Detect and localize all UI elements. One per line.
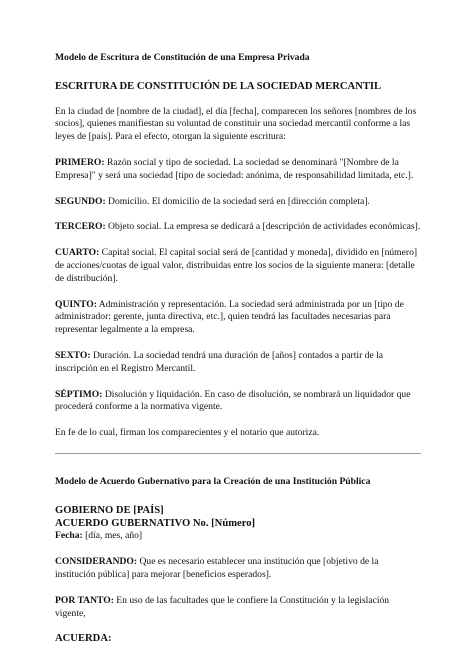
por-tanto-label: POR TANTO: (55, 594, 114, 606)
clause-sexto (55, 350, 421, 376)
government-header-block (55, 505, 421, 543)
section-divider (55, 453, 421, 454)
date-line (55, 530, 421, 543)
clause-segundo (55, 196, 421, 209)
intro-paragraph: En la ciudad de [nombre de la ciudad], el día [fecha], comparecen los señores [nombres de los socios], quienes manifiestan su voluntad de constituir una sociedad mercantil conforme a las leyes de [país]. Para el efecto, otorgan la siguiente escritura: (55, 105, 417, 143)
clause-text: Domicilio. El domicilio de la sociedad será en [dirección completa]. (105, 195, 370, 207)
second-document-title: Modelo de Acuerdo Gubernativo para la Creación de una Institución Pública (55, 475, 371, 487)
government-line: GOBIERNO DE [PAÍS] (55, 504, 164, 516)
clause-primero (55, 157, 421, 183)
por-tanto-paragraph (55, 595, 421, 621)
deed-heading: ESCRITURA DE CONSTITUCIÓN DE LA SOCIEDAD MERCANTIL (55, 80, 382, 92)
clause-label: CUARTO: (55, 247, 100, 259)
clause-text: Duración. La sociedad tendrá una duración de [años] contados a partir de la inscripción en el Registro Mercantil. (55, 349, 384, 374)
considerando-text: Que es necesario establecer una institución que [objetivo de la institución pública] para mejorar [beneficios esperados]. (55, 556, 379, 580)
clause-text: Disolución y liquidación. En caso de disolución, se nombrará un liquidador que procederá conforme a la normativa vigente. (55, 388, 411, 413)
clause-text: Capital social. El capital social será de [cantidad y moneda], dividido en [número] de acciones/cuotas de igual valor, distribuidas entre los socios de la siguiente manera: [detalle de distribución]. (55, 247, 418, 284)
clause-text: Objeto social. La empresa se dedicará a [descripción de actividades económicas]. (105, 221, 421, 233)
considerando-paragraph (55, 556, 421, 582)
clause-cuarto (55, 247, 421, 285)
clause-label: SÉPTIMO: (55, 388, 103, 400)
clause-label: SEGUNDO: (55, 195, 106, 207)
clause-label: TERCERO: (55, 221, 106, 233)
clause-septimo (55, 389, 421, 415)
clause-tercero (55, 221, 421, 234)
closing-paragraph: En fe de lo cual, firman los comparecientes y el notario que autoriza. (55, 427, 320, 439)
por-tanto-text: En uso de las facultades que le confiere la Constitución y la legislación vigente, (55, 594, 390, 619)
document-title: Modelo de Escritura de Constitución de una Empresa Privada (55, 52, 310, 63)
date-value: [día, mes, año] (82, 530, 143, 542)
clause-label: QUINTO: (55, 298, 97, 310)
clause-text: Administración y representación. La sociedad será administrada por un [tipo de administrador: gerente, junta directiva, etc.], quien tendrá las facultades necesarias para representar legalmente a la empresa. (55, 298, 404, 336)
acuerda-heading: ACUERDA: (55, 633, 112, 645)
clause-quinto (55, 299, 421, 337)
clause-label: SEXTO: (55, 349, 91, 361)
clause-text: Razón social y tipo de sociedad. La sociedad se denominará "[Nombre de la Empresa]" y será una sociedad [tipo de sociedad: anónima, de responsabilidad limitada, etc.]. (55, 156, 414, 181)
document-page (55, 52, 421, 646)
agreement-number-line: ACUERDO GUBERNATIVO No. [Número] (55, 517, 256, 529)
date-label: Fecha: (55, 530, 83, 542)
considerando-label: CONSIDERANDO: (55, 556, 138, 568)
clause-label: PRIMERO: (55, 156, 105, 168)
